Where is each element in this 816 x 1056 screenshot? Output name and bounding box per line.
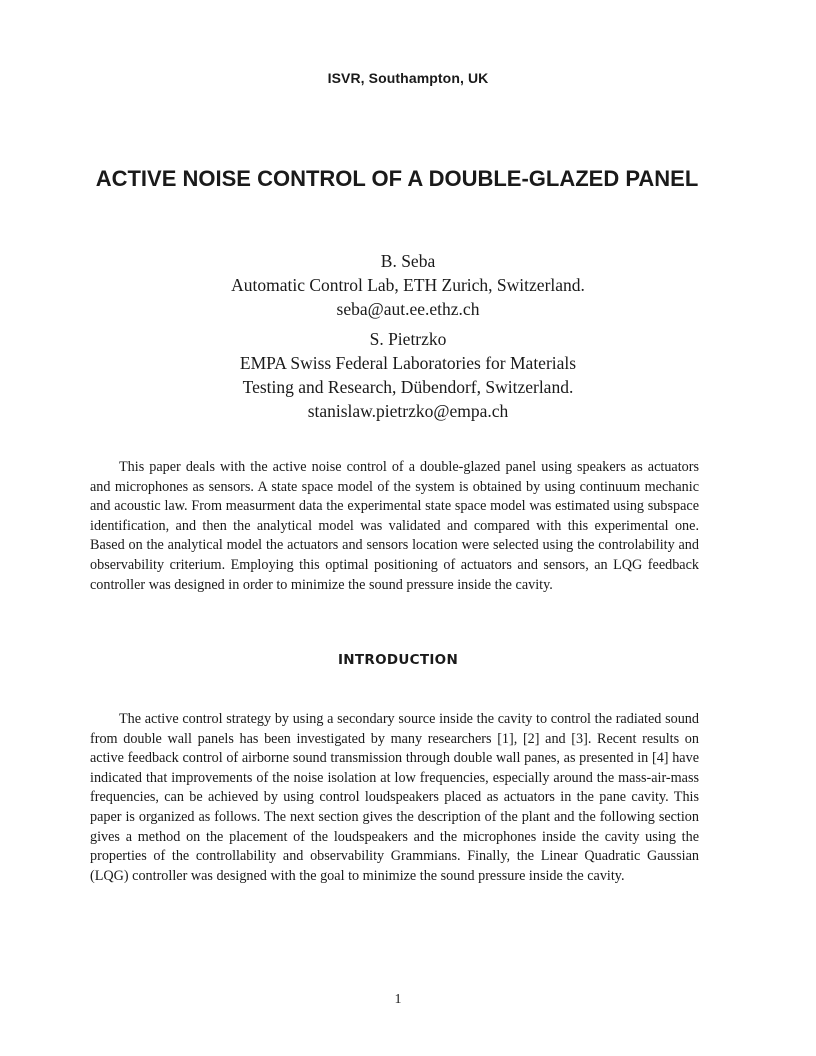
author-affiliation: Testing and Research, Dübendorf, Switzerland. [242, 377, 574, 397]
author-block [0, 327, 816, 423]
page-number: 1 [394, 992, 402, 1007]
author-list [0, 249, 816, 423]
author-name: S. Pietrzko [369, 329, 447, 349]
author-email: stanislaw.pietrzko@empa.ch [307, 401, 509, 421]
author-email: seba@aut.ee.ethz.ch [336, 299, 480, 319]
author-affiliation: Automatic Control Lab, ETH Zurich, Switzerland. [231, 275, 585, 295]
paper-title: ACTIVE NOISE CONTROL OF A DOUBLE-GLAZED PANEL [95, 166, 699, 191]
author-block [0, 249, 816, 321]
section-heading: INTRODUCTION [337, 652, 459, 668]
introduction-paragraph: The active control strategy by using a secondary source inside the cavity to control the radiated sound from double wall panels has been investigated by many researchers [1], [2] and [3]. Recent results on active feedback control of airborne sound transmission through double wall panes, as presented in [4] have indicated that improvements of the noise isolation at low frequencies, especially around the mass-air-mass frequencies, can be achieved by using control loudspeakers placed as actuators in the pane cavity. This paper is organized as follows. The next section gives the description of the plant and the following section gives a method on the placement of the loudspeakers and the microphones inside the cavity using the properties of the controllability and observability Grammians. Finally, the Linear Quadratic Gaussian (LQG) controller was designed with the goal to minimize the sound pressure inside the cavity. [90, 711, 699, 884]
abstract-paragraph: This paper deals with the active noise control of a double-glazed panel using speakers as actuators and microphones as sensors. A state space model of the system is obtained by using continuum mechanic and acoustic law. From measurment data the experimental state space model was estimated using subspace identification, and then the analytical model was validated and compared with this experimental one. Based on the analytical model the actuators and sensors location were selected using the controlability and observability criterium. Employing this optimal positioning of actuators and sensors, an LQG feedback controller was designed in order to minimize the sound pressure inside the cavity. [90, 459, 699, 593]
author-affiliation: EMPA Swiss Federal Laboratories for Materials [239, 353, 577, 373]
conference-venue: ISVR, Southampton, UK [327, 70, 489, 86]
author-name: B. Seba [380, 251, 436, 271]
